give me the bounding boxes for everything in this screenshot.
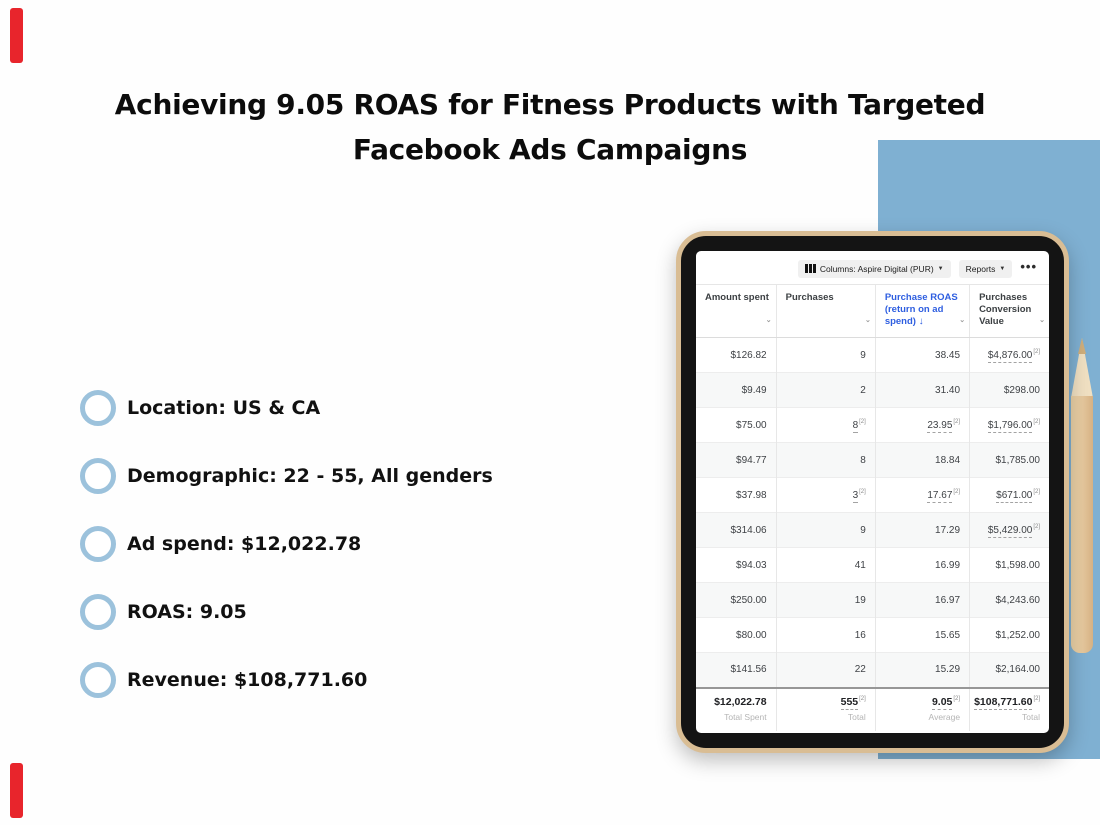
cell-amount-spent [696, 338, 776, 373]
cell-conversion-value [970, 548, 1049, 583]
bullet-item [80, 525, 493, 562]
cell-value: $37.98 [736, 489, 767, 501]
bullet-circle-icon [80, 662, 116, 698]
cell-value: $108,771.60 [974, 695, 1033, 708]
bullet-item [80, 457, 493, 494]
cell-value: $4,243.60 [995, 594, 1040, 606]
bullet-item [80, 661, 493, 698]
cell-purchases [776, 653, 875, 688]
page-title-line1: Achieving 9.05 ROAS for Fitness Products with Targeted [114, 88, 986, 121]
cell-value: $75.00 [736, 419, 767, 431]
bullet-label: Location: US & CA [127, 396, 321, 419]
attribution-note-icon: [2] [953, 489, 961, 496]
chevron-down-icon: ▼ [999, 265, 1006, 272]
cell-amount-spent [696, 548, 776, 583]
cell-amount-spent [696, 443, 776, 478]
cell-conversion-value [970, 373, 1049, 408]
cell-purchase-roas [875, 443, 969, 478]
cell-value: $1,252.00 [995, 629, 1040, 641]
bullet-circle-icon [80, 458, 116, 494]
cell-total-conversion-value [970, 688, 1049, 731]
attribution-note-icon: [2] [859, 489, 866, 496]
cell-purchases [776, 583, 875, 618]
column-caret-icon[interactable]: ⌄ [959, 317, 966, 324]
cell-value: 18.84 [935, 454, 961, 466]
bullet-label: Ad spend: $12,022.78 [127, 532, 362, 555]
column-caret-icon[interactable]: ⌄ [864, 317, 871, 324]
cell-value: 38.45 [935, 349, 961, 361]
cell-conversion-value [970, 338, 1049, 373]
cell-value: $250.00 [730, 594, 767, 606]
total-sublabel: Average [928, 711, 961, 722]
cell-purchases [776, 338, 875, 373]
columns-icon [805, 264, 816, 273]
column-header-amount-spent[interactable]: Amount spent ⌄ [696, 285, 776, 338]
cell-purchase-roas [875, 653, 969, 688]
bullet-circle-icon [80, 526, 116, 562]
red-accent-bar-bottom [10, 763, 23, 818]
attribution-note-icon: [2] [1033, 696, 1041, 703]
table-row [696, 618, 1049, 653]
attribution-note-icon: [2] [1033, 524, 1040, 531]
cell-purchases [776, 618, 875, 653]
table-row [696, 338, 1049, 373]
cell-purchases [776, 408, 875, 443]
total-sublabel: Total [847, 711, 866, 722]
cell-value: $4,876.00 [987, 349, 1033, 361]
cell-value: 9 [860, 349, 866, 361]
bullet-label: ROAS: 9.05 [127, 600, 247, 623]
page-title-line2: Facebook Ads Campaigns [352, 133, 748, 166]
cell-value: $298.00 [1003, 384, 1040, 396]
cell-value: 9.05 [931, 695, 953, 708]
cell-conversion-value [970, 443, 1049, 478]
cell-value: $1,796.00 [987, 419, 1033, 431]
cell-value: $94.77 [736, 454, 767, 466]
cell-value: 555 [840, 695, 859, 708]
attribution-note-icon: [2] [1033, 419, 1040, 426]
cell-purchase-roas [875, 618, 969, 653]
cell-value: $9.49 [741, 384, 767, 396]
red-accent-bar-top [10, 8, 23, 63]
table-row [696, 548, 1049, 583]
cell-amount-spent [696, 583, 776, 618]
cell-value: 15.65 [935, 629, 961, 641]
cell-value: 16 [854, 629, 866, 641]
cell-conversion-value [970, 618, 1049, 653]
cell-value: 31.40 [935, 384, 961, 396]
bullet-item [80, 593, 493, 630]
pencil-body [1071, 396, 1093, 653]
cell-value: $2,164.00 [995, 664, 1040, 676]
ads-manager-toolbar [696, 251, 1049, 284]
cell-value: 8 [852, 419, 859, 431]
cell-purchase-roas [875, 408, 969, 443]
cell-purchase-roas [875, 478, 969, 513]
reports-button-label: Reports [965, 263, 996, 274]
attribution-note-icon: [2] [1033, 489, 1040, 496]
table-row [696, 408, 1049, 443]
cell-value: 8 [860, 454, 866, 466]
cell-conversion-value [970, 408, 1049, 443]
attribution-note-icon: [2] [953, 696, 961, 703]
cell-purchases [776, 513, 875, 548]
cell-value: 19 [854, 594, 866, 606]
table-row [696, 443, 1049, 478]
cell-total-amount-spent [696, 688, 776, 731]
more-options-button[interactable]: ••• [1020, 259, 1037, 274]
cell-total-purchases [776, 688, 875, 731]
cell-value: 17.67 [927, 489, 953, 501]
chevron-down-icon: ▼ [937, 265, 944, 272]
columns-button[interactable] [798, 260, 950, 278]
column-caret-icon[interactable]: ⌄ [765, 317, 772, 324]
pencil-point [1078, 338, 1086, 354]
cell-value: 3 [852, 489, 859, 501]
cell-value: $80.00 [736, 629, 767, 641]
total-sublabel: Total Spent [724, 711, 767, 722]
column-header-purchase-roas[interactable]: Purchase ROAS (return on ad spend) ↓ ⌄ [875, 285, 969, 338]
table-row [696, 513, 1049, 548]
cell-purchase-roas [875, 583, 969, 618]
cell-purchase-roas [875, 548, 969, 583]
cell-value: $5,429.00 [987, 524, 1033, 536]
tablet-mockup [676, 231, 1069, 753]
columns-button-label: Columns: Aspire Digital (PUR) [819, 263, 934, 274]
total-sublabel: Total [1022, 711, 1040, 722]
cell-conversion-value [970, 513, 1049, 548]
bullet-list [80, 389, 493, 729]
cell-conversion-value [970, 478, 1049, 513]
cell-value: $1,785.00 [995, 454, 1040, 466]
cell-value: $126.82 [730, 349, 767, 361]
cell-value: $314.06 [730, 524, 767, 536]
bullet-label: Revenue: $108,771.60 [127, 668, 368, 691]
attribution-note-icon: [2] [859, 696, 866, 703]
attribution-note-icon: [2] [953, 419, 961, 426]
cell-value: $1,598.00 [995, 559, 1040, 571]
table-row [696, 478, 1049, 513]
cell-value: 22 [854, 664, 866, 676]
cell-purchase-roas [875, 373, 969, 408]
bullet-item [80, 389, 493, 426]
bullet-circle-icon [80, 594, 116, 630]
cell-purchases [776, 443, 875, 478]
pencil-decoration [1071, 338, 1093, 653]
column-header-purchases[interactable]: Purchases ⌄ [776, 285, 875, 338]
table-row [696, 653, 1049, 688]
cell-amount-spent [696, 618, 776, 653]
reports-button[interactable] [959, 260, 1013, 278]
cell-amount-spent [696, 478, 776, 513]
cell-purchase-roas [875, 338, 969, 373]
cell-amount-spent [696, 373, 776, 408]
cell-purchases [776, 373, 875, 408]
cell-value: $12,022.78 [714, 695, 767, 708]
ads-metrics-table [696, 284, 1049, 731]
cell-conversion-value [970, 653, 1049, 688]
column-caret-icon[interactable]: ⌄ [1039, 317, 1045, 324]
column-header-purchases-conversion[interactable]: Purchases Conversion Value ⌄ [970, 285, 1049, 338]
cell-average-roas [875, 688, 969, 731]
table-row [696, 583, 1049, 618]
table-header [696, 285, 1049, 338]
bullet-label: Demographic: 22 - 55, All genders [127, 464, 493, 487]
cell-amount-spent [696, 653, 776, 688]
attribution-note-icon: [2] [1033, 349, 1040, 356]
cell-value: 9 [860, 524, 866, 536]
table-row [696, 373, 1049, 408]
cell-amount-spent [696, 513, 776, 548]
cell-value: 16.99 [935, 559, 961, 571]
cell-value: 23.95 [927, 419, 953, 431]
attribution-note-icon: [2] [859, 419, 866, 426]
cell-purchases [776, 548, 875, 583]
cell-purchases [776, 478, 875, 513]
cell-value: 2 [860, 384, 866, 396]
cell-conversion-value [970, 583, 1049, 618]
sort-descending-icon[interactable]: ↓ [918, 316, 924, 327]
cell-value: 17.29 [935, 524, 961, 536]
tablet-screen [696, 251, 1049, 733]
bullet-circle-icon [80, 390, 116, 426]
cell-purchase-roas [875, 513, 969, 548]
cell-value: 41 [854, 559, 866, 571]
cell-amount-spent [696, 408, 776, 443]
cell-value: $141.56 [730, 664, 767, 676]
cell-value: $94.03 [736, 559, 767, 571]
cell-value: 15.29 [935, 664, 961, 676]
cell-value: 16.97 [935, 594, 961, 606]
cell-value: $671.00 [996, 489, 1033, 501]
